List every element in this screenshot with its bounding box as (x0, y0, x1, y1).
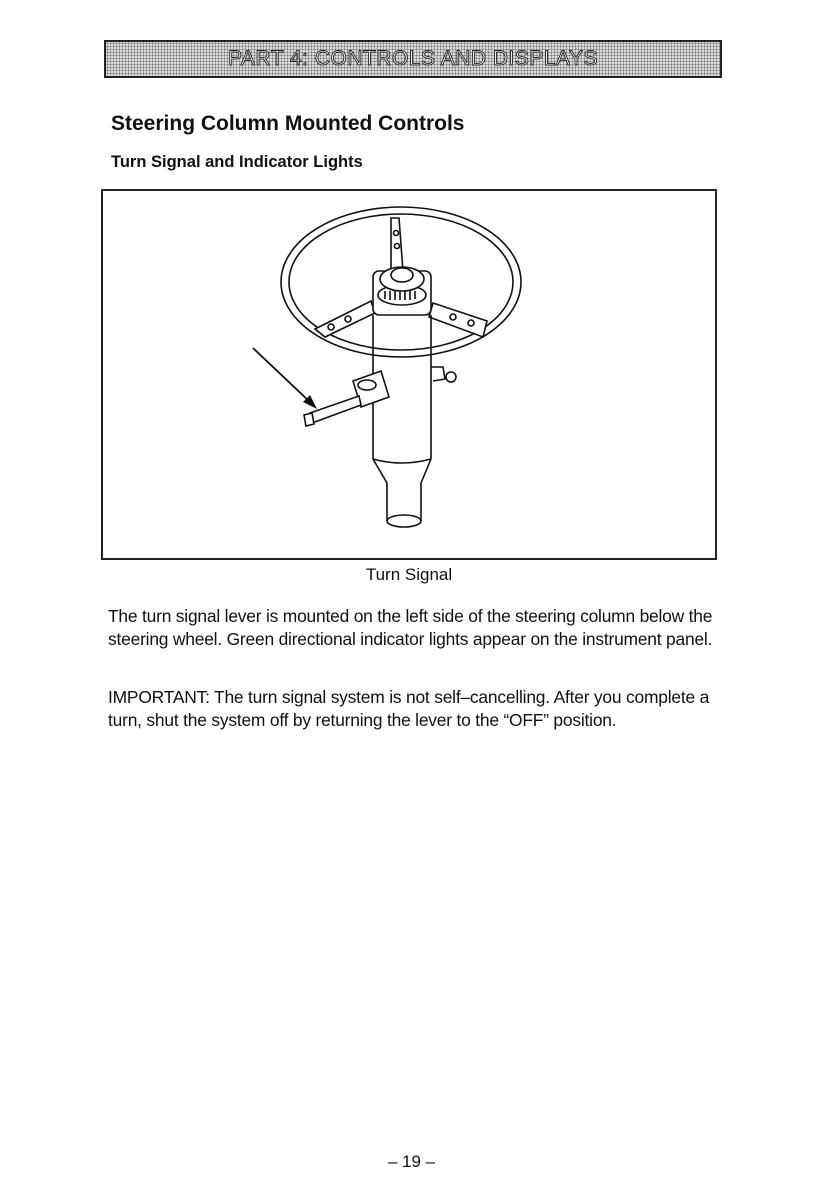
figure-frame (101, 189, 717, 560)
steering-wheel-illustration (103, 191, 715, 558)
part-banner-title: PART 4: CONTROLS AND DISPLAYS (227, 47, 599, 70)
horn-button (380, 267, 424, 291)
steering-wheel-right-spoke (429, 303, 487, 337)
turn-signal-lever (310, 396, 361, 423)
page-number: – 19 – (387, 1152, 436, 1171)
subsection-title: Turn Signal and Indicator Lights (111, 153, 363, 171)
part-banner (104, 40, 722, 78)
figure-caption: Turn Signal (365, 565, 453, 584)
steering-wheel-top-spoke (391, 218, 403, 273)
body-paragraph-2: IMPORTANT: The turn signal system is not self–cancelling. After you complete a turn, shut the system off by returning the lever to the “OFF” position. (108, 687, 710, 730)
steering-column (373, 315, 431, 521)
pointer-arrow-line (253, 348, 311, 403)
section-title: Steering Column Mounted Controls (111, 112, 465, 135)
body-paragraph-1: The turn signal lever is mounted on the left side of the steering column below the steering wheel. Green directional indicator lights appear on the instrument panel. (108, 606, 713, 649)
